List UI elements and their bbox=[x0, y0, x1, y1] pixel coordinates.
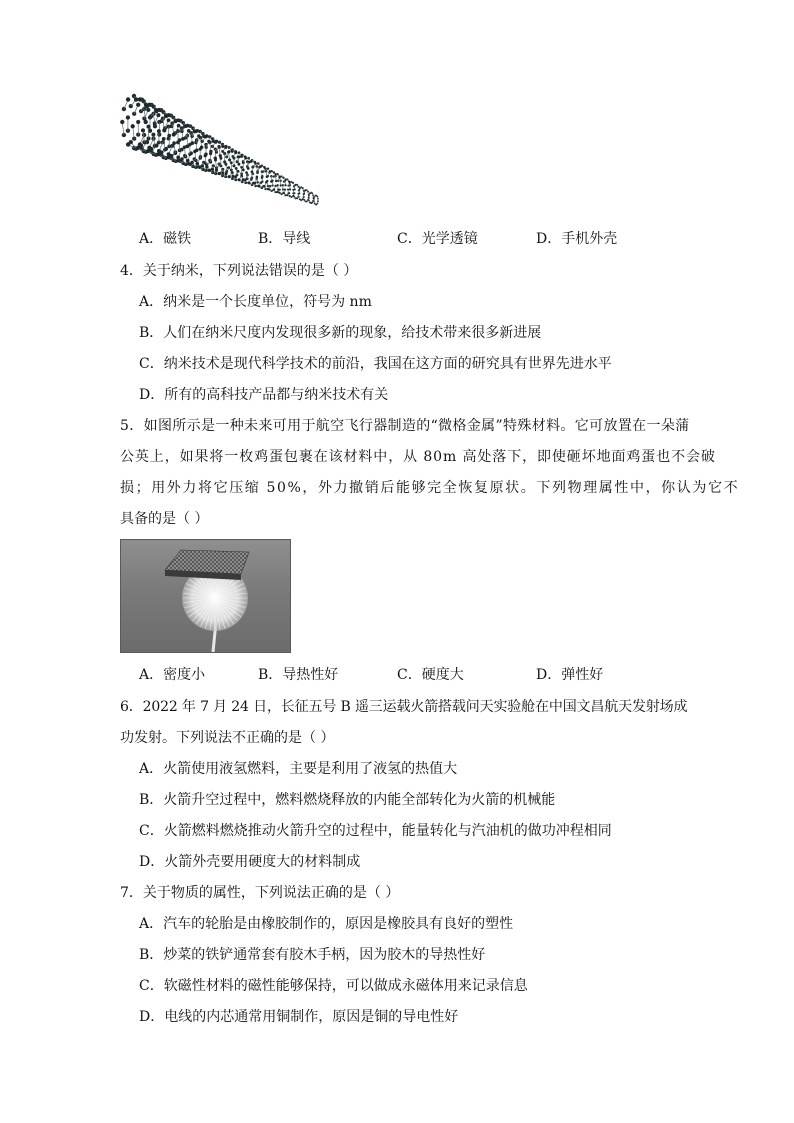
q6-stem-line-1: 6．2022 年 7 月 24 日，长征五号 B 遥三运载火箭搭载问天实验舱在中国文昌航天发射场成 bbox=[120, 699, 688, 715]
q7-stem: 7．关于物质的属性，下列说法正确的是（ ） bbox=[120, 885, 400, 901]
q6-option-d: D．火箭外壳要用硬度大的材料制成 bbox=[139, 854, 361, 870]
q5-stem-line-1: 5．如图所示是一种未来可用于航空飞行器制造的“微格金属”特殊材料。它可放置在一朵蒲 bbox=[120, 418, 690, 434]
q6-option-b: B．火箭升空过程中，燃料燃烧释放的内能全部转化为火箭的机械能 bbox=[139, 792, 556, 808]
q4-option-d: D．所有的高科技产品都与纳米技术有关 bbox=[139, 387, 389, 403]
q5-stem-line-3: 损；用外力将它压缩 50%，外力撤销后能够完全恢复原状。下列物理属性中，你认为它不 bbox=[120, 480, 740, 496]
q3-option-c: C．光学透镜 bbox=[397, 231, 478, 247]
q7-option-a: A．汽车的轮胎是由橡胶制作的，原因是橡胶具有良好的塑性 bbox=[139, 916, 514, 932]
nanotube-figure bbox=[118, 92, 328, 216]
q5-option-d: D．弹性好 bbox=[536, 667, 604, 683]
q3-option-d: D．手机外壳 bbox=[536, 231, 618, 247]
q5-option-b: B．导热性好 bbox=[258, 667, 339, 683]
q3-option-b: B．导线 bbox=[258, 231, 311, 247]
q4-option-b: B．人们在纳米尺度内发现很多新的现象，给技术带来很多新进展 bbox=[139, 325, 542, 341]
q6-option-a: A．火箭使用液氢燃料，主要是利用了液氢的热值大 bbox=[139, 761, 458, 777]
q4-option-a: A．纳米是一个长度单位，符号为 nm bbox=[139, 294, 372, 310]
q7-option-d: D．电线的内芯通常用铜制作，原因是铜的导电性好 bbox=[139, 1009, 459, 1025]
q3-option-a: A．磁铁 bbox=[139, 231, 192, 247]
q5-stem-line-4: 具备的是（ ） bbox=[120, 511, 209, 527]
q5-options bbox=[139, 664, 699, 684]
q5-option-c: C．硬度大 bbox=[397, 667, 464, 683]
q5-stem-line-2: 公英上，如果将一枚鸡蛋包裹在该材料中，从 80m 高处落下，即使砸坏地面鸡蛋也不会破 bbox=[120, 449, 716, 465]
q5-option-a: A．密度小 bbox=[139, 667, 206, 683]
q4-stem: 4．关于纳米，下列说法错误的是（ ） bbox=[120, 263, 358, 279]
q3-options bbox=[139, 228, 699, 248]
q7-option-c: C．软磁性材料的磁性能够保持，可以做成永磁体用来记录信息 bbox=[139, 978, 528, 994]
q7-option-b: B．炒菜的铁铲通常套有胶木手柄，因为胶木的导热性好 bbox=[139, 947, 486, 963]
q6-stem-line-2: 功发射。下列说法不正确的是（ ） bbox=[120, 730, 335, 746]
q6-option-c: C．火箭燃料燃烧推动火箭升空的过程中，能量转化与汽油机的做功冲程相同 bbox=[139, 823, 612, 839]
q4-option-c: C．纳米技术是现代科学技术的前沿，我国在这方面的研究具有世界先进水平 bbox=[139, 356, 612, 372]
dandelion-figure bbox=[120, 539, 291, 653]
